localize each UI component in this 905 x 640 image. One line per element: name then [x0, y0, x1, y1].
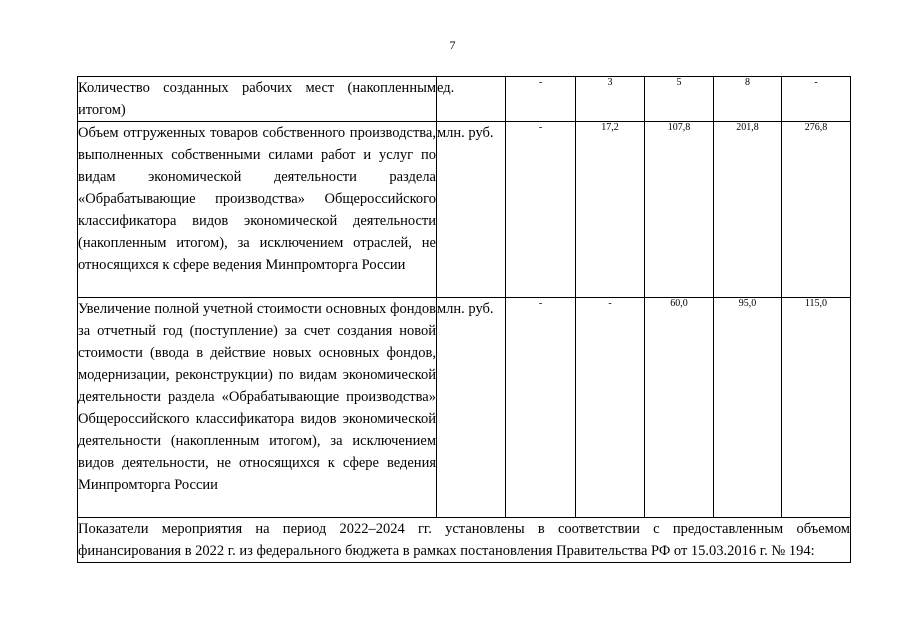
value-cell: 276,8	[782, 122, 851, 298]
value-cell: -	[782, 77, 851, 122]
indicator-unit: млн. руб.	[437, 122, 506, 298]
indicator-name: Объем отгруженных товаров собственного производства, выполненных собственными силами работ и услуг по видам экономической деятельности раздела «Обрабатывающие производства» Общероссийского классификатора видов экономической деятельности (накопленным итогом), за исключением отраслей, не относящихся к сфере ведения Минпромторга России	[78, 122, 437, 298]
value-cell: 201,8	[714, 122, 782, 298]
value-cell: 3	[576, 77, 645, 122]
value-cell: 8	[714, 77, 782, 122]
value-cell: 107,8	[645, 122, 714, 298]
page-number: 7	[449, 38, 456, 52]
table-row	[78, 518, 851, 563]
value-cell: 5	[645, 77, 714, 122]
footer-note: Показатели мероприятия на период 2022–2024 гг. установлены в соответствии с предоставленным объемом финансирования в 2022 г. из федерального бюджета в рамках постановления Правительства РФ от 15.03.2016 г. № 194:	[78, 518, 851, 563]
value-cell: 17,2	[576, 122, 645, 298]
table-row	[78, 77, 851, 122]
indicator-name: Количество созданных рабочих мест (накопленным итогом)	[78, 77, 437, 122]
indicators-table	[77, 76, 851, 563]
value-cell: 60,0	[645, 298, 714, 518]
value-cell: 115,0	[782, 298, 851, 518]
value-cell: -	[506, 122, 576, 298]
value-cell: 95,0	[714, 298, 782, 518]
indicator-name: Увеличение полной учетной стоимости основных фондов за отчетный год (поступление) за счет создания новой стоимости (ввода в действие новых основных фондов, модернизации, реконструкции) по видам экономической деятельности раздела «Обрабатывающие производства» Общероссийского классификатора видов экономической деятельности (накопленным итогом), за исключением видов деятельности, не относящихся к сфере ведения Минпромторга России	[78, 298, 437, 518]
value-cell: -	[506, 298, 576, 518]
indicator-unit: млн. руб.	[437, 298, 506, 518]
indicator-unit: ед.	[437, 77, 506, 122]
value-cell: -	[576, 298, 645, 518]
value-cell: -	[506, 77, 576, 122]
table-row	[78, 122, 851, 298]
table-row	[78, 298, 851, 518]
